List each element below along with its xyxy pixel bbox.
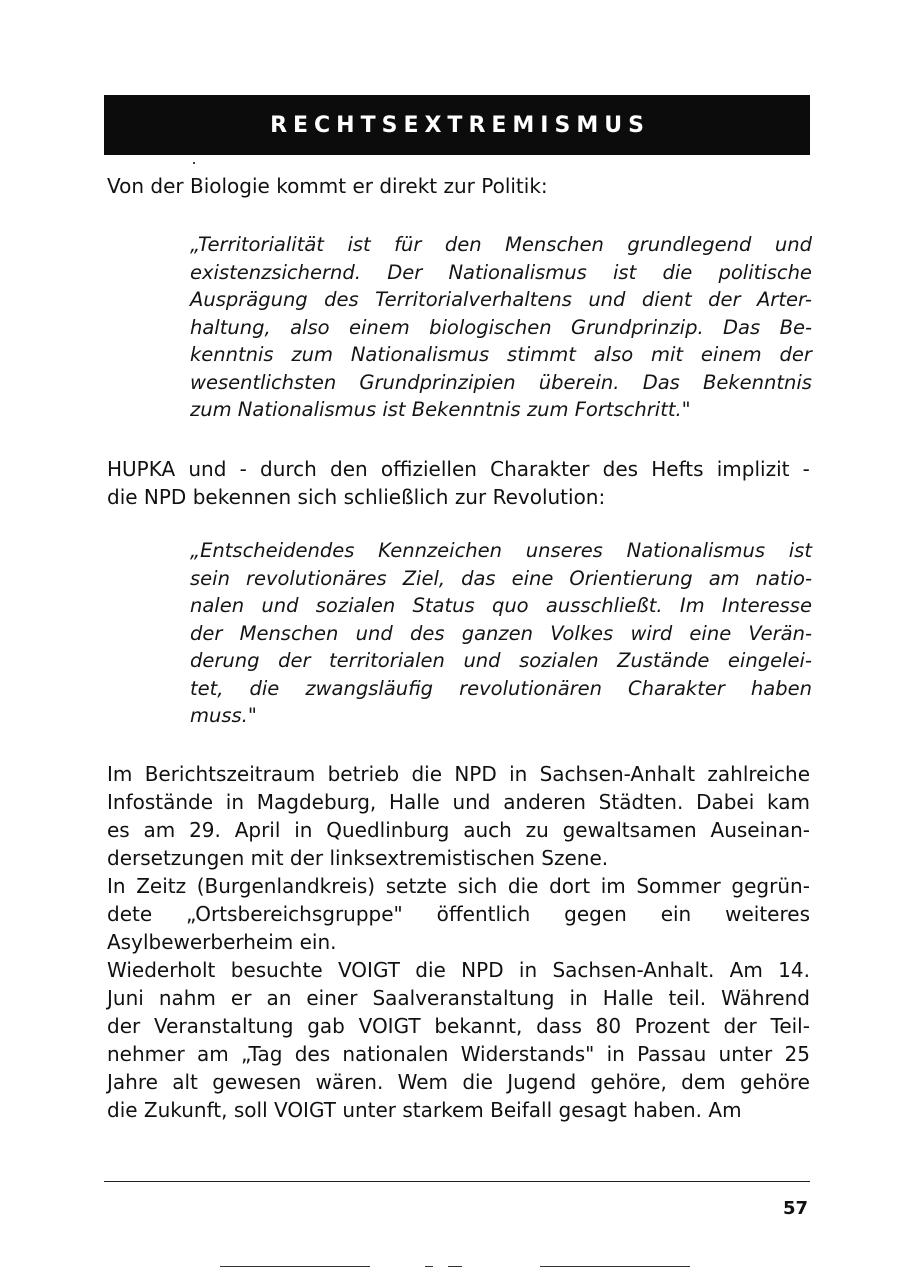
text-line: derung der territorialen und sozialen Zustände eingelei- (190, 649, 812, 672)
text-line: „Territorialität ist für den Menschen grundlegend und (190, 233, 812, 256)
text-line: Jahre alt gewesen wären. Wem die Jugend gehöre, dem gehöre (107, 1070, 810, 1094)
quote-territoriality (190, 231, 812, 424)
scan-speck (193, 162, 195, 164)
text-line: tet, die zwangsläufig revolutionären Charakter haben (190, 676, 812, 700)
text-line: zum Nationalismus ist Bekenntnis zum Fortschritt." (190, 398, 691, 421)
paragraph-hupka (107, 455, 810, 511)
section-header-bar (104, 95, 810, 155)
quote-revolution (190, 537, 812, 730)
text-line: die NPD bekennen sich schließlich zur Revolution: (107, 485, 606, 509)
text-line: Asylbewerberheim ein. (107, 930, 337, 954)
text-line: Von der Biologie kommt er direkt zur Politik: (107, 174, 548, 198)
page-number: 57 (782, 1198, 808, 1219)
text-line: dete „Ortsbereichsgruppe" öffentlich gegen ein weiteres (107, 902, 810, 926)
scan-edge-mark (220, 1266, 370, 1267)
text-line: dersetzungen mit der linksextremistischen Szene. (107, 846, 609, 870)
text-line: es am 29. April in Quedlinburg auch zu gewaltsamen Auseinan- (107, 818, 810, 842)
text-line: Juni nahm er an einer Saalveranstaltung in Halle teil. Während (107, 986, 810, 1010)
text-line: nehmer am „Tag des nationalen Widerstands" in Passau unter 25 (107, 1042, 810, 1066)
intro-paragraph (107, 172, 810, 200)
text-line: der Veranstaltung gab VOIGT bekannt, dass 80 Prozent der Teil- (107, 1014, 810, 1038)
text-line: der Menschen und des ganzen Volkes wird eine Verän- (190, 621, 812, 645)
footer-rule (104, 1181, 810, 1182)
scan-edge-mark (540, 1266, 690, 1267)
text-line: die Zukunft, soll VOIGT unter starkem Beifall gesagt haben. Am (107, 1098, 742, 1122)
text-line: muss." (190, 704, 257, 727)
text-line: kenntnis zum Nationalismus stimmt also mit einem der (190, 343, 812, 366)
text-line: Im Berichtszeitraum betrieb die NPD in Sachsen-Anhalt zahlreiche (107, 762, 810, 786)
text-line: „Entscheidendes Kennzeichen unseres Nationalismus ist (190, 539, 812, 562)
scan-edge-mark (425, 1266, 433, 1267)
text-line: existenzsichernd. Der Nationalismus ist die politische (190, 260, 812, 284)
text-line: haltung, also einem biologischen Grundprinzip. Das Be- (190, 315, 812, 339)
text-line: HUPKA und - durch den offiziellen Charakter des Hefts implizit - (107, 457, 810, 481)
text-line: wesentlichsten Grundprinzipien überein. Das Bekenntnis (190, 370, 812, 394)
text-line: Ausprägung des Territorialverhaltens und dient der Arter- (190, 288, 812, 311)
text-line: nalen und sozialen Status quo ausschließt. Im Interesse (190, 594, 812, 617)
text-line: Infostände in Magdeburg, Halle und anderen Städten. Dabei kam (107, 790, 810, 814)
section-title: RECHTSEXTREMISMUS (270, 112, 650, 138)
paragraph-report-period (107, 760, 810, 1124)
text-line: sein revolutionäres Ziel, das eine Orientierung am natio- (190, 566, 812, 590)
text-line: In Zeitz (Burgenlandkreis) setzte sich die dort im Sommer gegrün- (107, 874, 810, 898)
scan-edge-mark (448, 1266, 462, 1267)
text-line: Wiederholt besuchte VOIGT die NPD in Sachsen-Anhalt. Am 14. (107, 958, 810, 982)
